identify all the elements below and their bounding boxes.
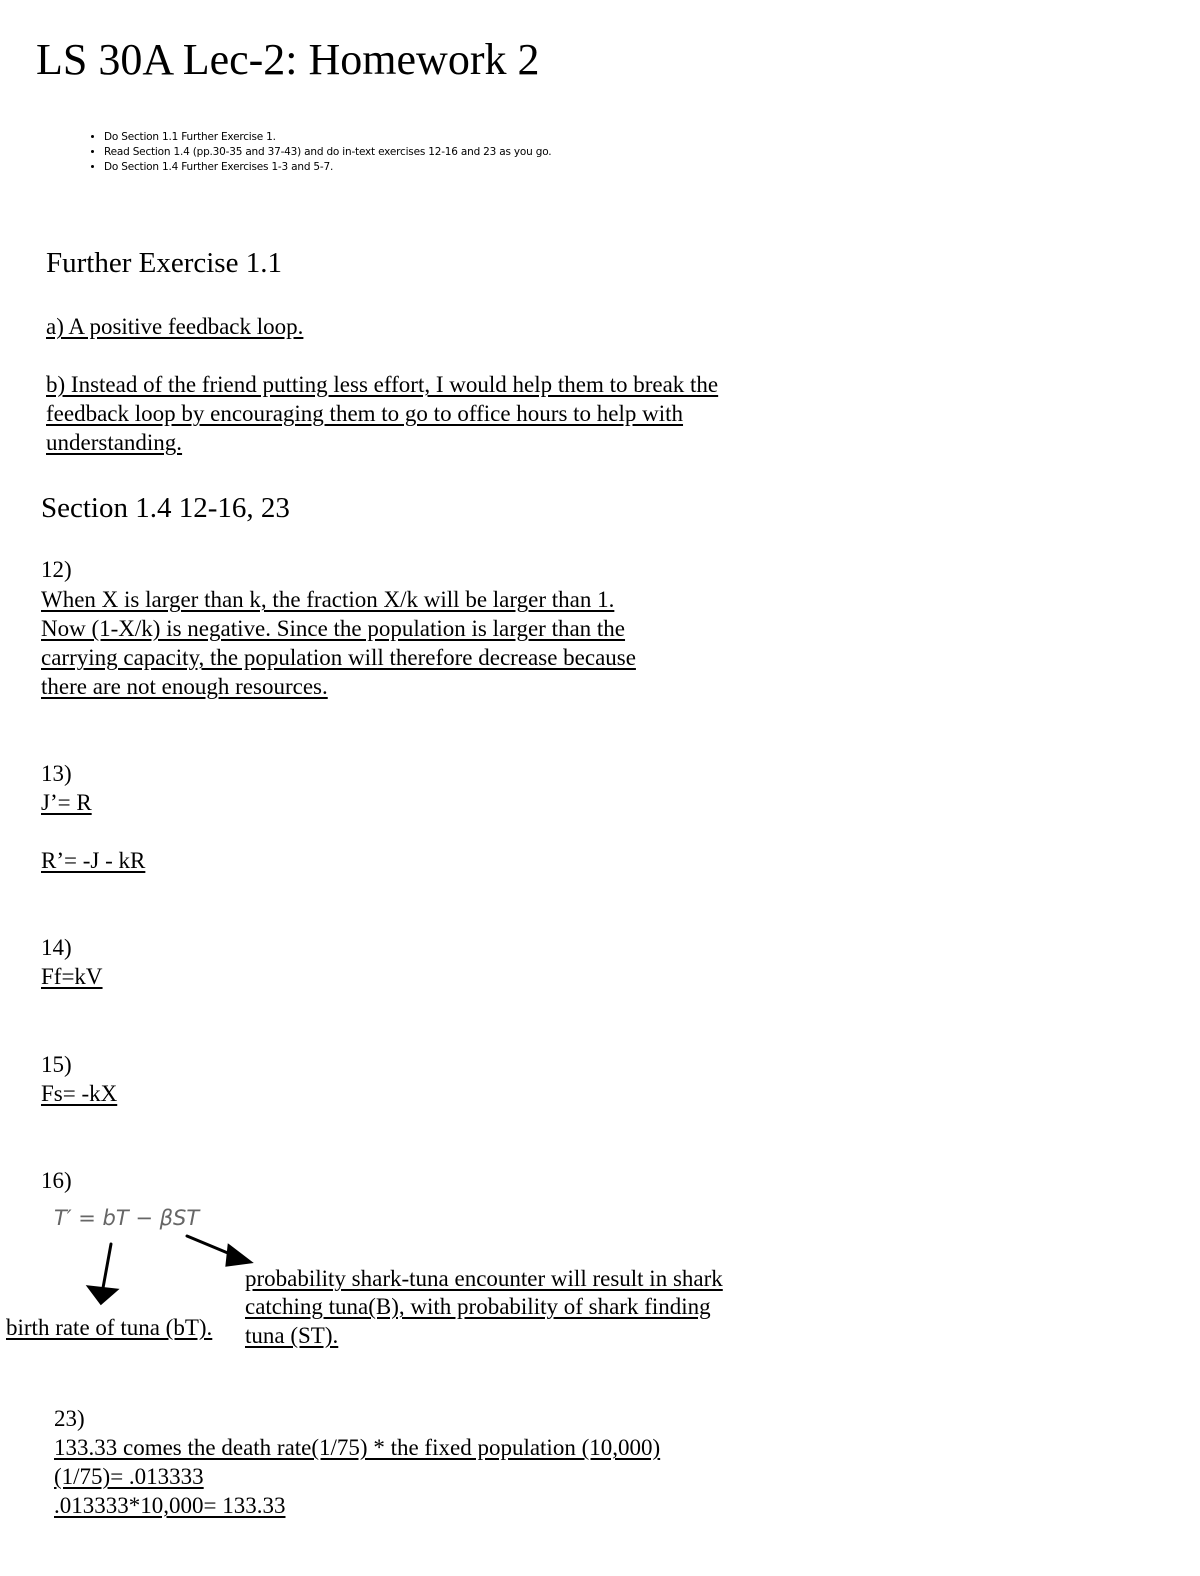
- arrow-head-birth-rate: [89, 1287, 116, 1303]
- answer-b-line-3: understanding.: [46, 430, 183, 455]
- q15-label: 15): [41, 1052, 72, 1077]
- q23-label: 23): [54, 1406, 85, 1431]
- arrow-to-birth-rate: [103, 1244, 111, 1288]
- q16-left-note: birth rate of tuna (bT).: [6, 1315, 213, 1340]
- further-exercise-heading: Further Exercise 1.1: [46, 247, 282, 279]
- q12-line-2: Now (1-X/k) is negative. Since the population is larger than the: [41, 616, 626, 641]
- answer-b-line-2: feedback loop by encouraging them to go to office hours to help with: [46, 401, 684, 426]
- q15-eq: Fs= -kX: [41, 1081, 118, 1106]
- q23-line-2: (1/75)= .013333: [54, 1464, 204, 1489]
- q13-eq-1: J’= R: [41, 790, 92, 815]
- q16-right-note-1: probability shark-tuna encounter will result in shark: [245, 1266, 723, 1291]
- list-item: • Do Section 1.4 Further Exercises 1-3 and 5-7.: [104, 160, 551, 175]
- q16-right-note-2: catching tuna(B), with probability of shark finding: [245, 1294, 711, 1319]
- list-item: • Read Section 1.4 (pp.30-35 and 37-43) and do in-text exercises 12-16 and 23 as you go.: [104, 145, 551, 160]
- page-title: LS 30A Lec-2: Homework 2: [36, 35, 540, 84]
- q14-eq: Ff=kV: [41, 964, 103, 989]
- q12-line-3: carrying capacity, the population will therefore decrease because: [41, 645, 636, 670]
- q12-line-4: there are not enough resources.: [41, 674, 328, 699]
- q16-right-note-3: tuna (ST).: [245, 1323, 339, 1348]
- q23-line-3: .013333*10,000= 133.33: [54, 1493, 286, 1518]
- section-heading: Section 1.4 12-16, 23: [41, 492, 290, 524]
- q13-eq-2: R’= -J - kR: [41, 848, 146, 873]
- q16-equation: T′ = bT − βST: [54, 1206, 200, 1230]
- answer-a: a) A positive feedback loop.: [46, 314, 304, 339]
- q12-label: 12): [41, 557, 72, 582]
- answer-b-line-1: b) Instead of the friend putting less effort, I would help them to break the: [46, 372, 719, 397]
- list-item: • Do Section 1.1 Further Exercise 1.: [104, 130, 551, 145]
- q12-line-1: When X is larger than k, the fraction X/k will be larger than 1.: [41, 587, 615, 612]
- q16-label: 16): [41, 1168, 72, 1193]
- q14-label: 14): [41, 935, 72, 960]
- q13-label: 13): [41, 761, 72, 786]
- q23-line-1: 133.33 comes the death rate(1/75) * the fixed population (10,000): [54, 1435, 661, 1460]
- arrow-head-probability: [227, 1246, 250, 1265]
